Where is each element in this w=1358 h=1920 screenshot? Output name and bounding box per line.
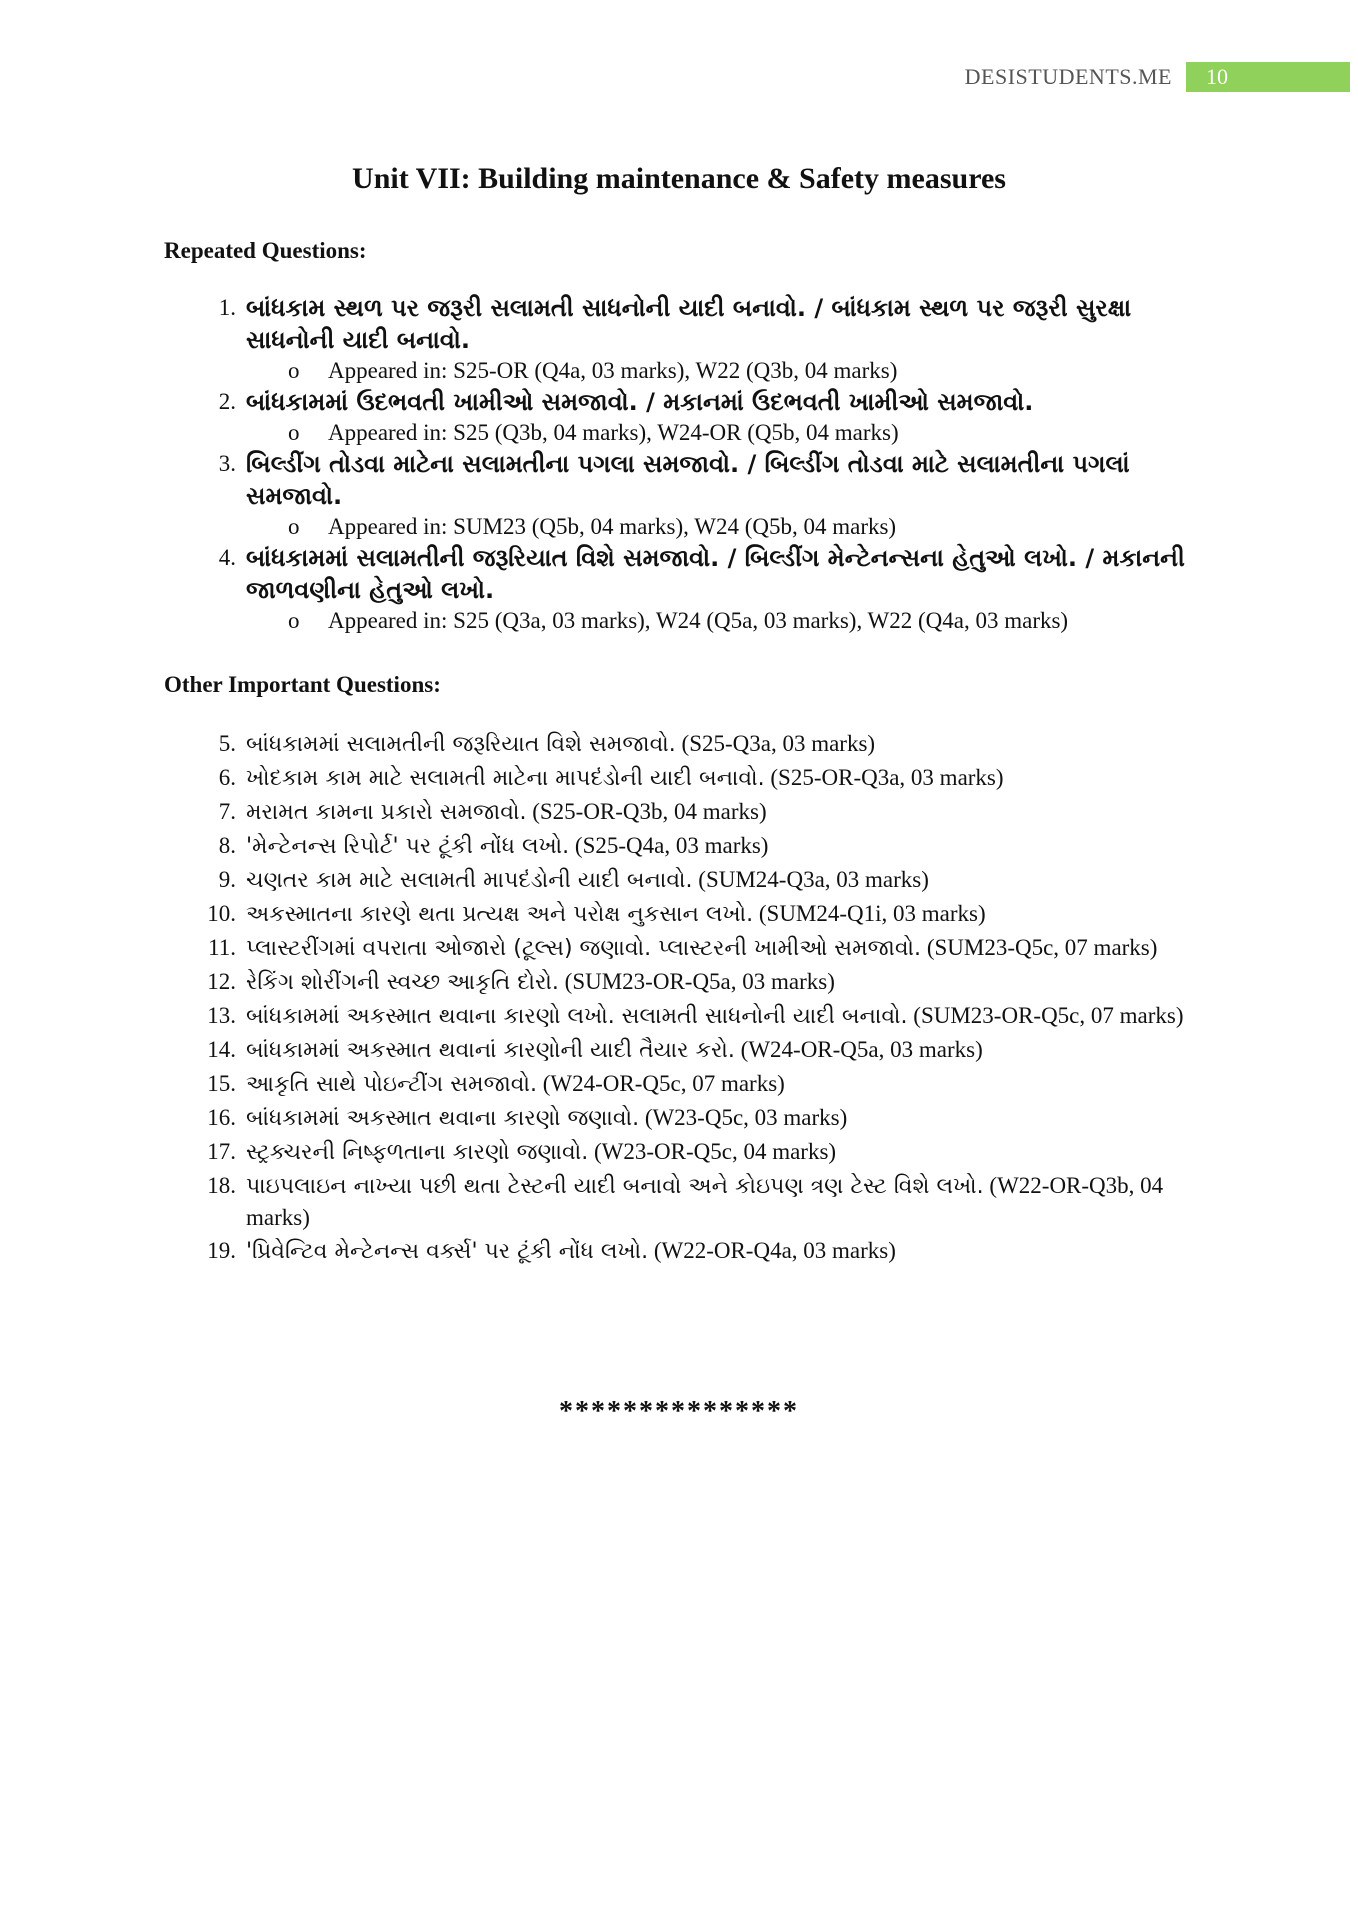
list-item	[200, 966, 1200, 998]
list-item	[200, 728, 1200, 760]
item-number: 11.	[208, 935, 236, 960]
question-ref: (SUM24-Q3a, 03 marks)	[692, 867, 929, 892]
question-text: પ્લાસ્ટરીંગમાં વપરાતા ઓજારો (ટૂલ્સ) જણાવો. પ્લાસ્ટરની ખામીઓ સમજાવો.	[246, 936, 922, 961]
list-item	[200, 542, 1200, 636]
item-number: 16.	[207, 1105, 236, 1130]
question-text: રેકિંગ શોરીંગની સ્વચ્છ આકૃતિ દોરો.	[246, 970, 559, 995]
bullet-icon: o	[288, 358, 300, 383]
end-of-section-stars: ***************	[559, 1396, 799, 1427]
item-number: 9.	[218, 867, 236, 892]
unit-title: Unit VII: Building maintenance & Safety measures	[352, 162, 1006, 195]
question-ref: (S25-OR-Q3b, 04 marks)	[526, 799, 767, 824]
question-text: બાંધકામમાં ઉદભવતી ખામીઓ સમજાવો. / મકાનમાં ઉદભવતી ખામીઓ સમજાવો.	[246, 388, 1034, 416]
list-item	[200, 1136, 1200, 1168]
question-text: પાઇપલાઇન નાખ્યા પછી થતા ટેસ્ટની યાદી બનાવો અને કોઇપણ ત્રણ ટેસ્ટ વિશે લખો.	[246, 1174, 984, 1199]
list-item	[200, 292, 1200, 386]
question-ref: (W23-Q5c, 03 marks)	[639, 1105, 848, 1130]
bullet-icon: o	[288, 608, 300, 633]
list-item	[200, 898, 1200, 930]
question-ref: (S25-OR-Q3a, 03 marks)	[764, 765, 1004, 790]
question-text: બાંધકામમાં સલામતીની જરૂરિયાત વિશે સમજાવો.	[246, 732, 676, 757]
question-text: આકૃતિ સાથે પોઇન્ટીંગ સમજાવો.	[246, 1072, 537, 1097]
item-number: 18.	[207, 1173, 236, 1198]
item-number: 4.	[218, 545, 236, 570]
question-text: 'પ્રિવેન્ટિવ મેન્ટેનન્સ વર્ક્સ' પર ટૂંકી નોંધ લખો.	[246, 1239, 649, 1264]
question-ref: (W23-OR-Q5c, 04 marks)	[588, 1139, 837, 1164]
question-text: બાંધકામમાં અકસ્માત થવાના કારણો લખો. સલામતી સાધનોની યાદી બનાવો.	[246, 1004, 908, 1029]
question-ref: (W22-OR-Q4a, 03 marks)	[648, 1238, 896, 1263]
question-text: બાંધકામમાં સલામતીની જરૂરિયાત વિશે સમજાવો. / બિલ્ડીંગ મેન્ટેનન્સના હેતુઓ લખો. / મકાનની જાળવણીના હેતુઓ લખો.	[246, 544, 1185, 604]
item-number: 13.	[207, 1003, 236, 1028]
item-number: 6.	[218, 765, 236, 790]
item-number: 10.	[207, 901, 236, 926]
question-text: મરામત કામના પ્રકારો સમજાવો.	[246, 800, 527, 825]
question-text: અકસ્માતના કારણે થતા પ્રત્યક્ષ અને પરોક્ષ નુકસાન લખો.	[246, 902, 754, 927]
question-text: ખોદકામ કામ માટે સલામતી માટેના માપદંડોની યાદી બનાવો.	[246, 766, 765, 791]
question-text: બિલ્ડીંગ તોડવા માટેના સલામતીના પગલા સમજાવો. / બિલ્ડીંગ તોડવા માટે સલામતીના પગલાં સમજાવો.	[246, 450, 1130, 510]
appeared-in: o Appeared in: S25-OR (Q4a, 03 marks), W22 (Q3b, 04 marks)	[246, 356, 1200, 386]
page-number: 10	[1186, 62, 1350, 92]
item-number: 8.	[218, 833, 236, 858]
question-text: બાંધકામમાં અકસ્માત થવાના કારણો જણાવો.	[246, 1106, 640, 1131]
question-text: સ્ટ્રક્ચરની નિષ્ફળતાના કારણો જણાવો.	[246, 1140, 589, 1165]
list-item	[200, 448, 1200, 542]
bullet-icon: o	[288, 514, 300, 539]
item-number: 3.	[218, 451, 236, 476]
list-item	[200, 1068, 1200, 1100]
question-ref: (SUM23-OR-Q5c, 07 marks)	[907, 1003, 1184, 1028]
item-number: 14.	[207, 1037, 236, 1062]
item-number: 1.	[218, 295, 236, 320]
list-item	[200, 1000, 1200, 1032]
item-number: 7.	[218, 799, 236, 824]
list-item	[200, 1034, 1200, 1066]
question-ref: (W24-OR-Q5a, 03 marks)	[734, 1037, 983, 1062]
question-ref: (S25-Q3a, 03 marks)	[675, 731, 876, 756]
question-text: બાંધકામમાં અકસ્માત થવાનાં કારણોની યાદી તૈયાર કરો.	[246, 1038, 735, 1063]
item-number: 2.	[218, 389, 236, 414]
question-text: 'મેન્ટેનન્સ રિપોર્ટ' પર ટૂંકી નોંધ લખો.	[246, 834, 570, 859]
bullet-icon: o	[288, 420, 300, 445]
list-item	[200, 932, 1200, 964]
list-item	[200, 864, 1200, 896]
question-ref: (SUM23-Q5c, 07 marks)	[921, 935, 1158, 960]
list-item	[200, 830, 1200, 862]
repeated-questions-heading: Repeated Questions:	[164, 238, 367, 263]
other-questions-heading: Other Important Questions:	[164, 672, 441, 697]
list-item	[200, 1235, 1200, 1267]
item-number: 5.	[218, 731, 236, 756]
list-item	[200, 762, 1200, 794]
question-text: બાંધકામ સ્થળ પર જરૂરી સલામતી સાધનોની યાદી બનાવો. / બાંધકામ સ્થળ પર જરૂરી સુરક્ષા સાધનોની યાદી બનાવો.	[246, 294, 1132, 354]
question-text: ચણતર કામ માટે સલામતી માપદંડોની યાદી બનાવો.	[246, 868, 693, 893]
repeated-questions-list	[200, 292, 1200, 636]
list-item	[200, 386, 1200, 448]
item-number: 19.	[207, 1238, 236, 1263]
appeared-in: o Appeared in: S25 (Q3b, 04 marks), W24-OR (Q5b, 04 marks)	[246, 418, 1200, 448]
question-ref: (SUM24-Q1i, 03 marks)	[753, 901, 986, 926]
list-item	[200, 1170, 1200, 1233]
list-item	[200, 796, 1200, 828]
question-ref: (W24-OR-Q5c, 07 marks)	[536, 1071, 785, 1096]
site-name: DESISTUDENTS.ME	[964, 64, 1172, 89]
list-item	[200, 1102, 1200, 1134]
question-ref: (W22-OR-Q3b, 04 marks)	[246, 1173, 1164, 1230]
page-header	[965, 62, 1350, 92]
appeared-in: o Appeared in: S25 (Q3a, 03 marks), W24 (Q5a, 03 marks), W22 (Q4a, 03 marks)	[246, 606, 1200, 636]
appeared-in: o Appeared in: SUM23 (Q5b, 04 marks), W24 (Q5b, 04 marks)	[246, 512, 1200, 542]
question-ref: (S25-Q4a, 03 marks)	[569, 833, 769, 858]
question-ref: (SUM23-OR-Q5a, 03 marks)	[558, 969, 835, 994]
item-number: 12.	[207, 969, 236, 994]
item-number: 17.	[207, 1139, 236, 1164]
other-questions-list	[200, 728, 1200, 1269]
item-number: 15.	[207, 1071, 236, 1096]
